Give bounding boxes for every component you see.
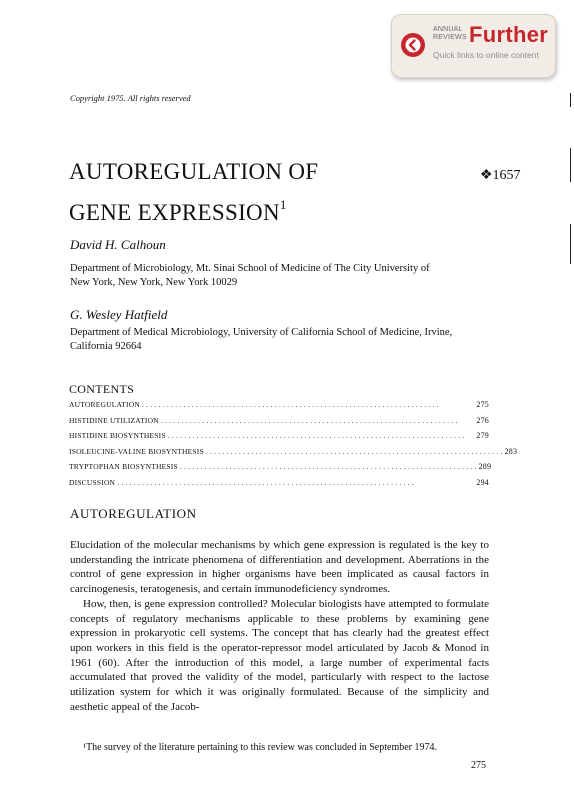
- toc-entry-page: 294: [476, 477, 489, 487]
- toc-entry-label: HISTIDINE BIOSYNTHESIS: [69, 431, 166, 440]
- annual-reviews-further-badge[interactable]: [391, 14, 556, 78]
- margin-mark: [570, 93, 571, 107]
- toc-entry-page: 283: [504, 446, 518, 456]
- toc-entry-page: 276: [476, 415, 489, 425]
- margin-mark: [570, 148, 571, 182]
- paragraph: Elucidation of the molecular mechanisms by which gene expression is regulated is the key to understanding the intricate phenomena of differentiation and development. Aberrations in the control of gene expression in higher organisms have been implicated as causal factors in carcinogenesis, teratogenesis, and certain immunodeficiency syndromes.: [70, 539, 489, 596]
- title-line-1: AUTOREGULATION OF: [69, 159, 319, 184]
- toc-entry-label: HISTIDINE UTILIZATION: [69, 415, 159, 425]
- annual-reviews-logo-icon: [400, 32, 426, 58]
- toc-leader-dots: . . . . . . . . . . . . . . . . . . . . . . . . . . . . . . . . . . . . . . . . . . . . . . . . . . . . . . . . . . . . . . . . . . . . . . . .: [142, 400, 439, 409]
- margin-mark: [570, 224, 571, 264]
- badge-further-label: Further: [469, 22, 549, 47]
- toc-leader-dots: . . . . . . . . . . . . . . . . . . . . . . . . . . . . . . . . . . . . . . . . . . . . . . . . . . . . . . . . . . . . . . . . . . . . . . . .: [167, 431, 465, 440]
- footnote: ¹The survey of the literature pertaining to this review was concluded in September 1974.: [83, 742, 438, 753]
- page-number: 275: [471, 760, 486, 771]
- body-text: [70, 538, 489, 714]
- article-title: [69, 155, 318, 229]
- toc-leader-dots: . . . . . . . . . . . . . . . . . . . . . . . . . . . . . . . . . . . . . . . . . . . . . . . . . . . . . . . . . . . . . . . . . . . . . . . .: [160, 415, 458, 425]
- copyright-notice: Copyright 1975. All rights reserved: [70, 93, 191, 103]
- paragraph: How, then, is gene expression controlled? Molecular biologists have attempted to formulate concepts of regulatory mechanisms applicable to these problems by examining gene expression in prokaryotic cell systems. The concept that has clearly had the greatest effect upon workers in this field is the operator-repressor model articulated by Jacob & Monod in 1961 (60). After the introduction of this model, a large number of experimental facts accumulated that proved the validity of the model, particularly with respect to the lactose utilization system for which it was originally formulated. Because of the simplicity and aesthetic appeal of the Jacob-: [70, 597, 489, 713]
- table-of-contents: [69, 400, 518, 493]
- badge-annual-reviews-label: ANNUAL REVIEWS: [433, 26, 467, 41]
- contents-heading: CONTENTS: [69, 382, 135, 396]
- title-line-2: GENE EXPRESSION: [69, 200, 280, 225]
- badge-subtitle: Quick links to online content: [433, 50, 539, 60]
- toc-entry-label: TRYPTOPHAN BIOSYNTHESIS: [69, 462, 178, 471]
- toc-entry[interactable]: [69, 416, 489, 432]
- author-affiliation: Department of Medical Microbiology, University of California School of Medicine, Irvine, California 92664: [70, 327, 453, 352]
- toc-leader-dots: . . . . . . . . . . . . . . . . . . . . . . . . . . . . . . . . . . . . . . . . . . . . . . . . . . . . . . . . . . . . . . . . . . . . . . . .: [117, 477, 414, 487]
- toc-leader-dots: . . . . . . . . . . . . . . . . . . . . . . . . . . . . . . . . . . . . . . . . . . . . . . . . . . . . . . . . . . . . . . . . . . . . . . . .: [179, 462, 477, 471]
- toc-entry[interactable]: [69, 462, 492, 478]
- toc-entry-page: 275: [476, 400, 489, 409]
- section-heading: AUTOREGULATION: [70, 506, 197, 521]
- toc-entry-page: 289: [478, 462, 492, 471]
- toc-entry-page: 279: [476, 431, 489, 440]
- toc-leader-dots: . . . . . . . . . . . . . . . . . . . . . . . . . . . . . . . . . . . . . . . . . . . . . . . . . . . . . . . . . . . . . . . . . . . . . . . .: [205, 446, 503, 456]
- toc-entry[interactable]: [69, 478, 489, 494]
- author-name: David H. Calhoun: [70, 237, 166, 252]
- author-affiliation: Department of Microbiology, Mt. Sinai School of Medicine of The City University of New York, New York, New York 10029: [70, 263, 430, 288]
- title-footnote-mark[interactable]: 1: [279, 197, 287, 212]
- toc-entry-label: DISCUSSION: [69, 477, 116, 487]
- toc-entry[interactable]: [69, 446, 518, 463]
- article-code: ❖1657: [480, 168, 521, 183]
- toc-entry-label: ISOLEUCINE-VALINE BIOSYNTHESIS: [69, 446, 204, 456]
- author-name: G. Wesley Hatfield: [70, 307, 168, 322]
- toc-entry[interactable]: [69, 400, 489, 416]
- toc-entry-label: AUTOREGULATION: [69, 400, 140, 409]
- toc-entry[interactable]: [69, 431, 489, 447]
